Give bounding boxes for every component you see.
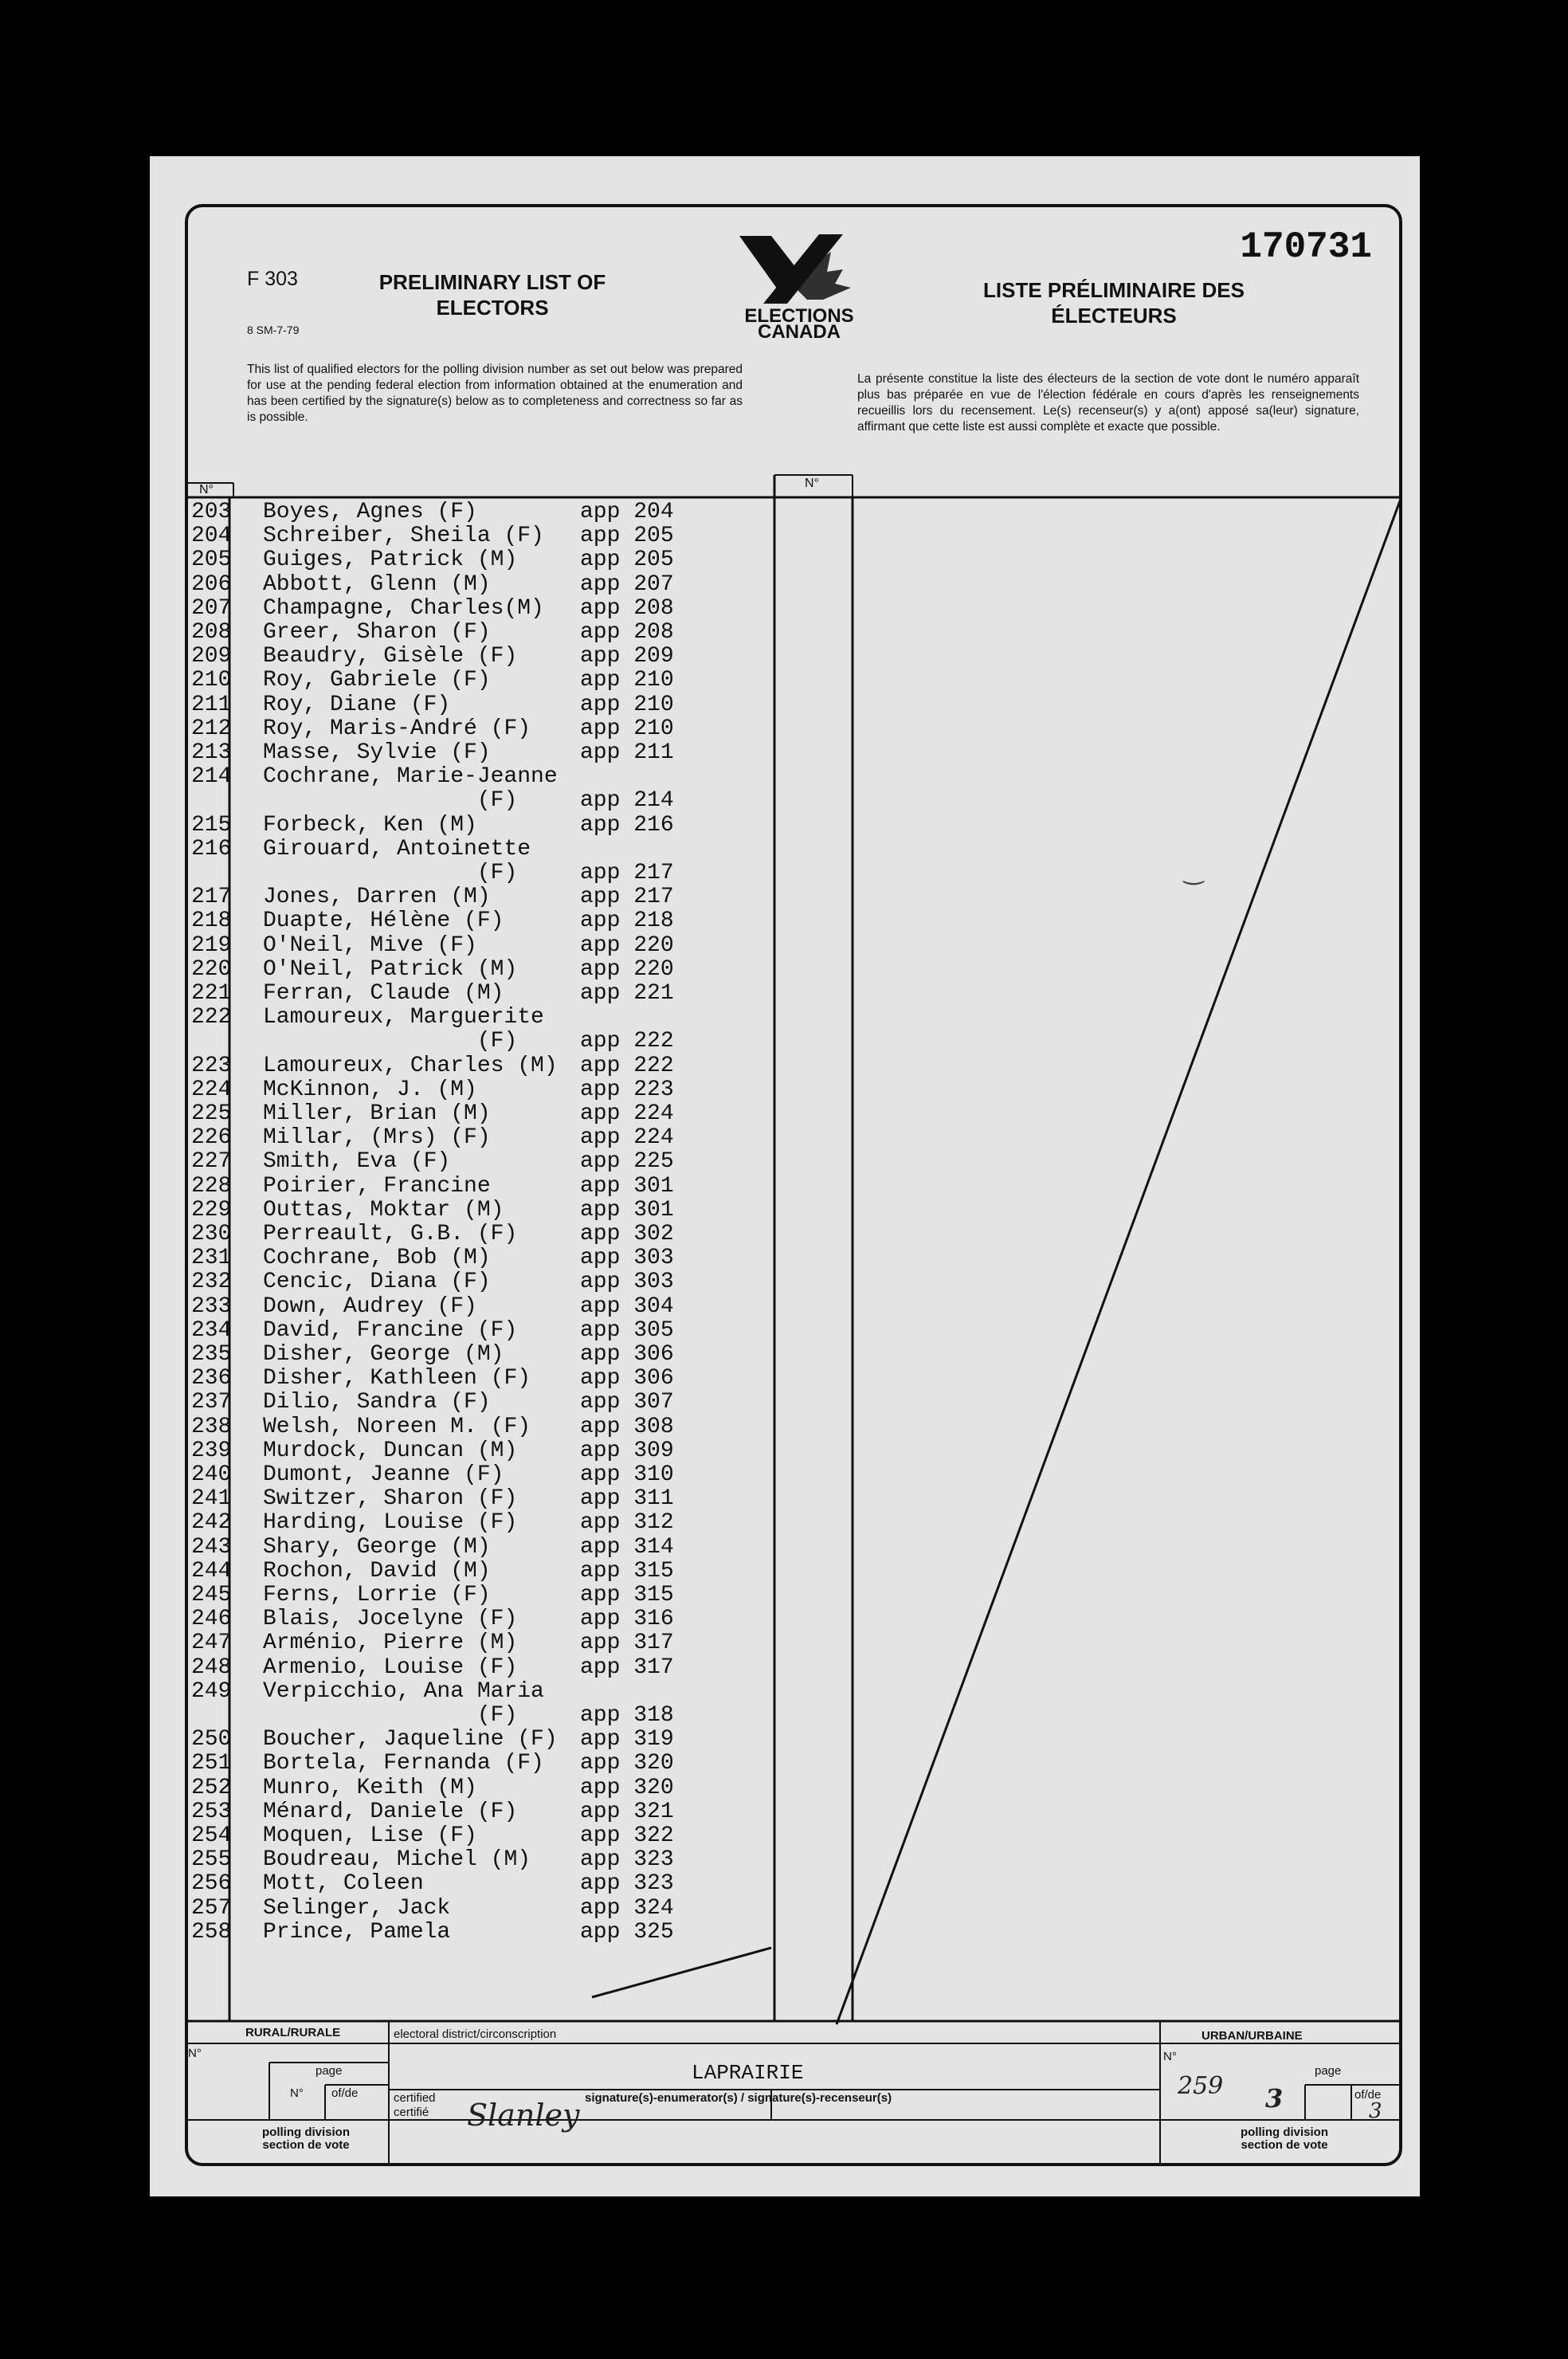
- elector-name: Welsh, Noreen M. (F): [263, 1414, 531, 1439]
- polling-division-en: polling division: [262, 2125, 350, 2139]
- elector-name: (F): [263, 1029, 518, 1054]
- polling-division-label-right: [1205, 2126, 1364, 2152]
- elector-number: 212: [191, 716, 232, 741]
- elector-address-ref: app 225: [580, 1149, 674, 1175]
- elector-number: 221: [191, 981, 232, 1006]
- electoral-district-value: LAPRAIRIE: [692, 2061, 804, 2085]
- elector-address-ref: app 214: [580, 788, 674, 814]
- elector-address-ref: app 305: [580, 1317, 674, 1343]
- intro-text-french: La présente constitue la liste des électeurs de la section de vote dont le numéro apparaît plus bas préparée en vue de l'élection fédérale en cours d'après les renseignements recueillis lors du recensement. Le(s) recenseur(s) y a(ont) apposé sa(leur) signature, affirmant que cette liste est aussi complète et exacte que possible.: [857, 372, 1359, 434]
- urban-label: URBAN/URBAINE: [1201, 2029, 1303, 2043]
- elector-name: Millar, (Mrs) (F): [263, 1125, 491, 1151]
- elector-name: Duapte, Hélène (F): [263, 909, 504, 934]
- elector-number: 218: [191, 909, 232, 934]
- elector-address-ref: app 309: [580, 1438, 674, 1463]
- elector-name: Munro, Keith (M): [263, 1775, 477, 1800]
- elector-number: 225: [191, 1101, 232, 1126]
- elector-address-ref: app 209: [580, 644, 674, 669]
- elector-number: 233: [191, 1293, 232, 1319]
- elector-name: O'Neil, Mive (F): [263, 932, 477, 958]
- polling-division-en-right: polling division: [1241, 2125, 1328, 2139]
- elector-address-ref: app 222: [580, 1029, 674, 1054]
- elector-address-ref: app 210: [580, 692, 674, 717]
- paper-mark: ‿: [1184, 858, 1204, 885]
- elector-address-ref: app 301: [580, 1173, 674, 1199]
- elector-number: 244: [191, 1558, 232, 1584]
- elector-address-ref: app 207: [580, 571, 674, 597]
- page-number: 3: [1265, 2083, 1284, 2114]
- elector-name: Down, Audrey (F): [263, 1293, 477, 1319]
- elector-number: 209: [191, 644, 232, 669]
- elector-number: 220: [191, 956, 232, 982]
- elector-number: 222: [191, 1005, 232, 1030]
- elector-address-ref: app 323: [580, 1871, 674, 1897]
- elector-number: 224: [191, 1077, 232, 1102]
- elector-number: 205: [191, 548, 232, 573]
- elector-name: Cochrane, Marie-Jeanne: [263, 764, 558, 790]
- elector-number: 252: [191, 1775, 232, 1800]
- elector-address-ref: app 220: [580, 956, 674, 982]
- elector-address-ref: app 204: [580, 500, 674, 524]
- elector-name: Mott, Coleen: [263, 1871, 424, 1897]
- elector-address-ref: app 325: [580, 1919, 674, 1945]
- elector-name: Dilio, Sandra (F): [263, 1390, 491, 1415]
- elector-address-ref: app 211: [580, 740, 674, 765]
- elector-name: Verpicchio, Ana Maria: [263, 1678, 544, 1704]
- elector-number: 251: [191, 1751, 232, 1776]
- elector-address-ref: app 302: [580, 1222, 674, 1246]
- elector-name: Lamoureux, Charles (M): [263, 1053, 558, 1078]
- elector-number: 214: [191, 764, 232, 790]
- form-code: F 303: [247, 268, 298, 290]
- elector-address-ref: app 310: [580, 1462, 674, 1487]
- elector-name: Masse, Sylvie (F): [263, 740, 491, 765]
- elector-name: Champagne, Charles(M): [263, 595, 544, 621]
- elector-name: Arménio, Pierre (M): [263, 1631, 518, 1656]
- elector-name: O'Neil, Patrick (M): [263, 956, 518, 982]
- elector-name: David, Francine (F): [263, 1317, 518, 1343]
- title-english: [349, 269, 636, 320]
- elector-number: 242: [191, 1510, 232, 1536]
- elector-address-ref: app 320: [580, 1775, 674, 1800]
- elector-number: 238: [191, 1414, 232, 1439]
- elector-name: Armenio, Louise (F): [263, 1654, 518, 1680]
- elector-name: Boucher, Jaqueline (F): [263, 1727, 558, 1753]
- elector-address-ref: app 224: [580, 1101, 674, 1126]
- elector-address-ref: app 306: [580, 1366, 674, 1391]
- elector-number: 236: [191, 1366, 232, 1391]
- elector-address-ref: app 303: [580, 1270, 674, 1295]
- elector-name: McKinnon, J. (M): [263, 1077, 477, 1102]
- rural-of-label: of/de: [331, 2086, 359, 2100]
- elector-name: Harding, Louise (F): [263, 1510, 518, 1536]
- elector-name: Greer, Sharon (F): [263, 620, 491, 645]
- elector-name: Miller, Brian (M): [263, 1101, 491, 1126]
- elector-address-ref: app 316: [580, 1607, 674, 1632]
- elector-address-ref: app 318: [580, 1703, 674, 1728]
- elector-name: (F): [263, 788, 518, 814]
- elector-number: 204: [191, 524, 232, 549]
- elector-address-ref: app 208: [580, 620, 674, 645]
- elector-number: 232: [191, 1270, 232, 1295]
- elector-number: 216: [191, 836, 232, 862]
- elector-address-ref: app 208: [580, 595, 674, 621]
- elector-address-ref: app 324: [580, 1895, 674, 1921]
- signature-label: signature(s)-enumerator(s) / signature(s)-recenseur(s): [585, 2091, 892, 2105]
- elector-name: Roy, Diane (F): [263, 692, 451, 717]
- elector-number: 257: [191, 1895, 232, 1921]
- elector-address-ref: app 303: [580, 1246, 674, 1271]
- column-header-number: N°: [199, 483, 214, 497]
- elector-name: Cencic, Diana (F): [263, 1270, 491, 1295]
- polling-division-number: 259: [1178, 2072, 1224, 2100]
- elector-name: Outtas, Moktar (M): [263, 1197, 504, 1223]
- elector-number: 226: [191, 1125, 232, 1151]
- elector-number: 234: [191, 1317, 232, 1343]
- elector-name: Prince, Pamela: [263, 1919, 451, 1945]
- certified-label: certified: [394, 2091, 436, 2105]
- elector-number: 235: [191, 1342, 232, 1367]
- elector-number: 208: [191, 620, 232, 645]
- elector-name: Beaudry, Gisèle (F): [263, 644, 518, 669]
- elector-name: Lamoureux, Marguerite: [263, 1005, 544, 1030]
- elector-address-ref: app 307: [580, 1390, 674, 1415]
- title-en-line-1: PRELIMINARY LIST OF: [378, 270, 606, 294]
- elector-number: 237: [191, 1390, 232, 1415]
- elector-number: 213: [191, 740, 232, 765]
- elector-address-ref: app 205: [580, 548, 674, 573]
- elector-address-ref: app 210: [580, 716, 674, 741]
- elector-address-ref: app 311: [580, 1486, 674, 1512]
- elector-number: 250: [191, 1727, 232, 1753]
- title-french: [947, 277, 1281, 328]
- elector-name: Blais, Jocelyne (F): [263, 1607, 518, 1632]
- elector-number: 229: [191, 1197, 232, 1223]
- title-en-line-2: ELECTORS: [436, 296, 549, 320]
- elector-number: 245: [191, 1583, 232, 1607]
- elector-number: 247: [191, 1631, 232, 1656]
- rural-page-no-label: N°: [290, 2086, 304, 2100]
- elector-address-ref: app 306: [580, 1342, 674, 1367]
- elections-canada-logo: [723, 228, 875, 340]
- elector-name: Ménard, Daniele (F): [263, 1799, 518, 1824]
- elector-number: 241: [191, 1486, 232, 1512]
- elector-address-ref: app 315: [580, 1558, 674, 1584]
- polling-division-label-left: [226, 2126, 386, 2152]
- title-fr-line-1: LISTE PRÉLIMINAIRE DES: [983, 278, 1245, 302]
- elector-address-ref: app 314: [580, 1534, 674, 1560]
- urban-page-label: page: [1315, 2064, 1342, 2078]
- elector-number: 249: [191, 1678, 232, 1704]
- elector-name: Moquen, Lise (F): [263, 1823, 477, 1848]
- elector-name: Ferns, Lorrie (F): [263, 1583, 491, 1607]
- elector-name: Murdock, Duncan (M): [263, 1438, 518, 1463]
- elector-address-ref: app 308: [580, 1414, 674, 1439]
- elector-name: Dumont, Jeanne (F): [263, 1462, 504, 1487]
- elector-number: 223: [191, 1053, 232, 1078]
- rural-page-label: page: [316, 2064, 343, 2078]
- electoral-district-label: electoral district/circonscription: [394, 2027, 557, 2041]
- elector-address-ref: app 321: [580, 1799, 674, 1824]
- elector-number: 256: [191, 1871, 232, 1897]
- elector-address-ref: app 220: [580, 932, 674, 958]
- document-sheet: [150, 156, 1420, 2196]
- elector-address-ref: app 221: [580, 981, 674, 1006]
- elector-name: Disher, Kathleen (F): [263, 1366, 531, 1391]
- elector-name: Perreault, G.B. (F): [263, 1222, 518, 1246]
- elector-number: 207: [191, 595, 232, 621]
- elector-number: 227: [191, 1149, 232, 1175]
- elector-name: Roy, Gabriele (F): [263, 668, 491, 693]
- elector-name: Boyes, Agnes (F): [263, 500, 477, 524]
- elector-number: 228: [191, 1173, 232, 1199]
- elector-address-ref: app 319: [580, 1727, 674, 1753]
- elector-name: Shary, George (M): [263, 1534, 491, 1560]
- elector-name: Switzer, Sharon (F): [263, 1486, 518, 1512]
- elector-name: Smith, Eva (F): [263, 1149, 451, 1175]
- elector-name: Boudreau, Michel (M): [263, 1847, 531, 1873]
- logo-text-canada: CANADA: [758, 321, 841, 340]
- elector-number: 230: [191, 1222, 232, 1246]
- elector-number: 239: [191, 1438, 232, 1463]
- elector-name: Roy, Maris-André (F): [263, 716, 531, 741]
- elector-address-ref: app 301: [580, 1197, 674, 1223]
- elector-address-ref: app 224: [580, 1125, 674, 1151]
- elector-name: Guiges, Patrick (M): [263, 548, 518, 573]
- urban-no-label: N°: [1163, 2050, 1177, 2063]
- elector-name: Poirier, Francine: [263, 1173, 491, 1199]
- elector-number: 255: [191, 1847, 232, 1873]
- elector-number: 215: [191, 812, 232, 838]
- elector-number: 243: [191, 1534, 232, 1560]
- urban-of-label: of/de: [1354, 2088, 1382, 2102]
- enumerator-signature: Slanley: [467, 2098, 580, 2133]
- column-header-number-right: N°: [805, 477, 819, 490]
- intro-text-english: This list of qualified electors for the polling division number as set out below was prepared for use at the pending federal election from information obtained at the enumeration and has been certified by the signature(s) below as to completeness and correctness so far as is possible.: [247, 363, 743, 424]
- elector-address-ref: app 218: [580, 909, 674, 934]
- elector-address-ref: app 222: [580, 1053, 674, 1078]
- elector-address-ref: app 317: [580, 1654, 674, 1680]
- logo-text-elections: ELECTIONS: [744, 305, 854, 327]
- form-print-code: 8 SM-7-79: [247, 324, 300, 336]
- elector-address-ref: app 323: [580, 1847, 674, 1873]
- elector-number: 210: [191, 668, 232, 693]
- elector-number: 246: [191, 1607, 232, 1632]
- elector-name: Bortela, Fernanda (F): [263, 1751, 544, 1776]
- elector-name: Schreiber, Sheila (F): [263, 524, 544, 549]
- elector-address-ref: app 217: [580, 885, 674, 910]
- elector-address-ref: app 320: [580, 1751, 674, 1776]
- elector-name: Girouard, Antoinette: [263, 836, 531, 862]
- form-serial-number: 170731: [1240, 226, 1372, 268]
- page-total: 3: [1369, 2099, 1382, 2123]
- certifie-label: certifié: [394, 2106, 429, 2119]
- elector-number: 203: [191, 500, 232, 524]
- rural-label: RURAL/RURALE: [245, 2026, 341, 2039]
- elector-number: 217: [191, 885, 232, 910]
- elector-name: Ferran, Claude (M): [263, 981, 504, 1006]
- elector-number: 240: [191, 1462, 232, 1487]
- title-fr-line-2: ÉLECTEURS: [1051, 304, 1177, 328]
- elector-name: Cochrane, Bob (M): [263, 1246, 491, 1271]
- elector-address-ref: app 315: [580, 1583, 674, 1607]
- elector-name: Jones, Darren (M): [263, 885, 491, 910]
- elector-name: Abbott, Glenn (M): [263, 571, 491, 597]
- elector-name: (F): [263, 861, 518, 885]
- elector-name: Selinger, Jack: [263, 1895, 451, 1921]
- elector-number: 206: [191, 571, 232, 597]
- polling-division-fr: section de vote: [262, 2138, 350, 2152]
- elector-address-ref: app 304: [580, 1293, 674, 1319]
- elector-number: 248: [191, 1654, 232, 1680]
- polling-division-fr-right: section de vote: [1241, 2138, 1328, 2152]
- elector-name: Forbeck, Ken (M): [263, 812, 477, 838]
- elector-address-ref: app 210: [580, 668, 674, 693]
- elector-name: Rochon, David (M): [263, 1558, 491, 1584]
- elector-address-ref: app 223: [580, 1077, 674, 1102]
- elector-name: Disher, George (M): [263, 1342, 504, 1367]
- elector-address-ref: app 317: [580, 1631, 674, 1656]
- elector-number: 253: [191, 1799, 232, 1824]
- elector-number: 258: [191, 1919, 232, 1945]
- elector-number: 211: [191, 692, 232, 717]
- elector-address-ref: app 217: [580, 861, 674, 885]
- elector-number: 231: [191, 1246, 232, 1271]
- elector-number: 254: [191, 1823, 232, 1848]
- elector-address-ref: app 216: [580, 812, 674, 838]
- elector-address-ref: app 205: [580, 524, 674, 549]
- elector-address-ref: app 312: [580, 1510, 674, 1536]
- elector-address-ref: app 322: [580, 1823, 674, 1848]
- elector-number: 219: [191, 932, 232, 958]
- elector-name: (F): [263, 1703, 518, 1728]
- rural-no-label: N°: [188, 2047, 202, 2060]
